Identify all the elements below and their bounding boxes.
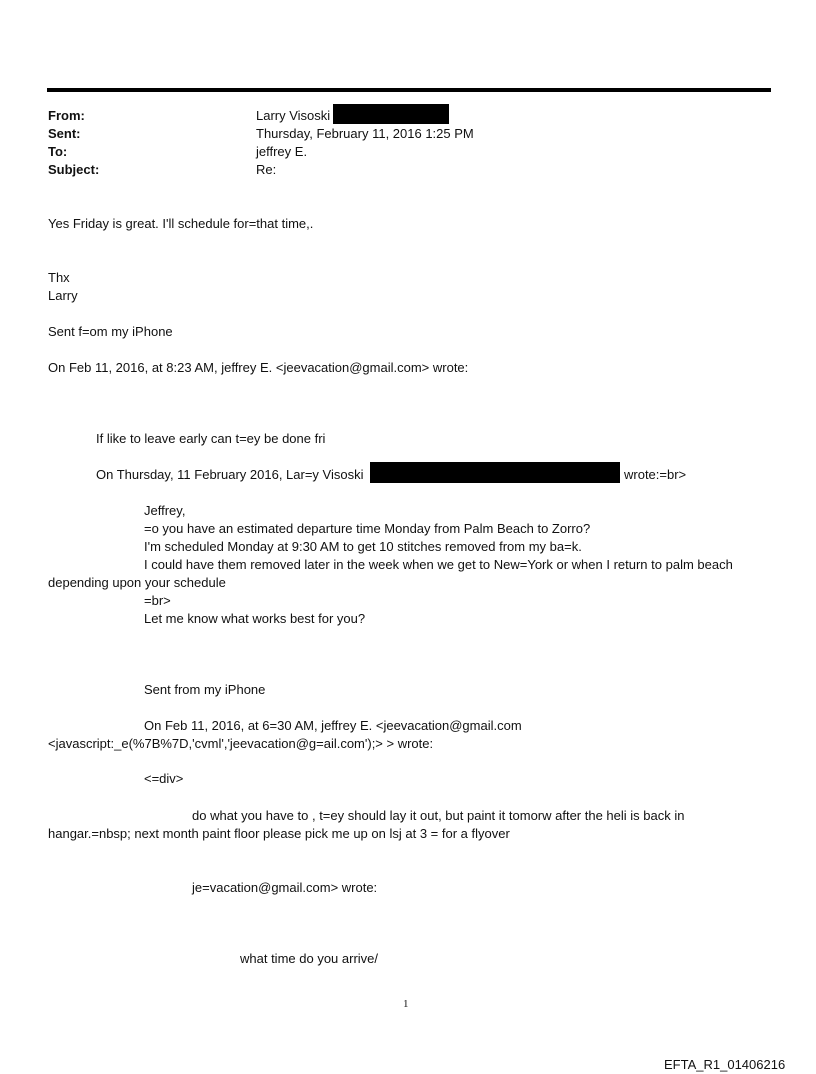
redaction-block-email (370, 462, 620, 483)
sent-value: Thursday, February 11, 2016 1:25 PM (256, 126, 474, 141)
to-value: jeffrey E. (256, 144, 308, 159)
div-tag-text: <=div> (144, 771, 184, 786)
q2-line6: Let me know what works best for you? (144, 611, 366, 626)
quote2-header-end: wrote:=br> (624, 467, 687, 482)
from-label: From: (48, 108, 85, 123)
body-sent-from: Sent f=om my iPhone (48, 324, 173, 339)
q2-sent-from: Sent from my iPhone (144, 682, 266, 697)
subject-label: Subject: (48, 162, 100, 177)
quote1-header: On Feb 11, 2016, at 8:23 AM, jeffrey E. <jeevacation@gmail.com> wrote: (48, 360, 469, 375)
quote3-header-a: On Feb 11, 2016, at 6=30 AM, jeffrey E. <jeevacation@gmail.com (144, 718, 522, 733)
q2-line5: =br> (144, 593, 171, 608)
subject-value: Re: (256, 162, 277, 177)
q2-line4a: I could have them removed later in the week when we get to New=York or when I return to palm beach (144, 557, 733, 572)
sent-label: Sent: (48, 126, 81, 141)
quote3-header-b: <javascript:_e(%7B%7D,'cvml','jeevacation@g=ail.com');> > wrote: (48, 736, 434, 751)
to-label: To: (48, 144, 68, 159)
quote2-header-start: On Thursday, 11 February 2016, Lar=y Visoski (96, 467, 364, 482)
q2-line3: I'm scheduled Monday at 9:30 AM to get 10 stitches removed from my ba=k. (144, 539, 582, 554)
body-line1: Yes Friday is great. I'll schedule for=that time,. (48, 216, 314, 231)
document-id: EFTA_R1_01406216 (664, 1057, 786, 1072)
body-thx: Thx (48, 270, 70, 285)
q2-line2: =o you have an estimated departure time Monday from Palm Beach to Zorro? (144, 521, 591, 536)
quote1-text: If like to leave early can t=ey be done fri (96, 431, 326, 446)
q3-text-b: hangar.=nbsp; next month paint floor please pick me up on lsj at 3 = for a flyover (48, 826, 510, 841)
q4-text: what time do you arrive/ (240, 951, 379, 966)
redaction-block-from (333, 104, 449, 124)
q2-line1: Jeffrey, (144, 503, 186, 518)
q3-text-a: do what you have to , t=ey should lay it out, but paint it tomorw after the heli is back in (192, 808, 685, 823)
q2-line4b: depending upon your schedule (48, 575, 226, 590)
page-number: 1 (403, 998, 409, 1010)
q4-header: je=vacation@gmail.com> wrote: (192, 880, 378, 895)
body-signature: Larry (48, 288, 78, 303)
header-rule (47, 88, 771, 92)
from-value: Larry Visoski (256, 108, 331, 123)
